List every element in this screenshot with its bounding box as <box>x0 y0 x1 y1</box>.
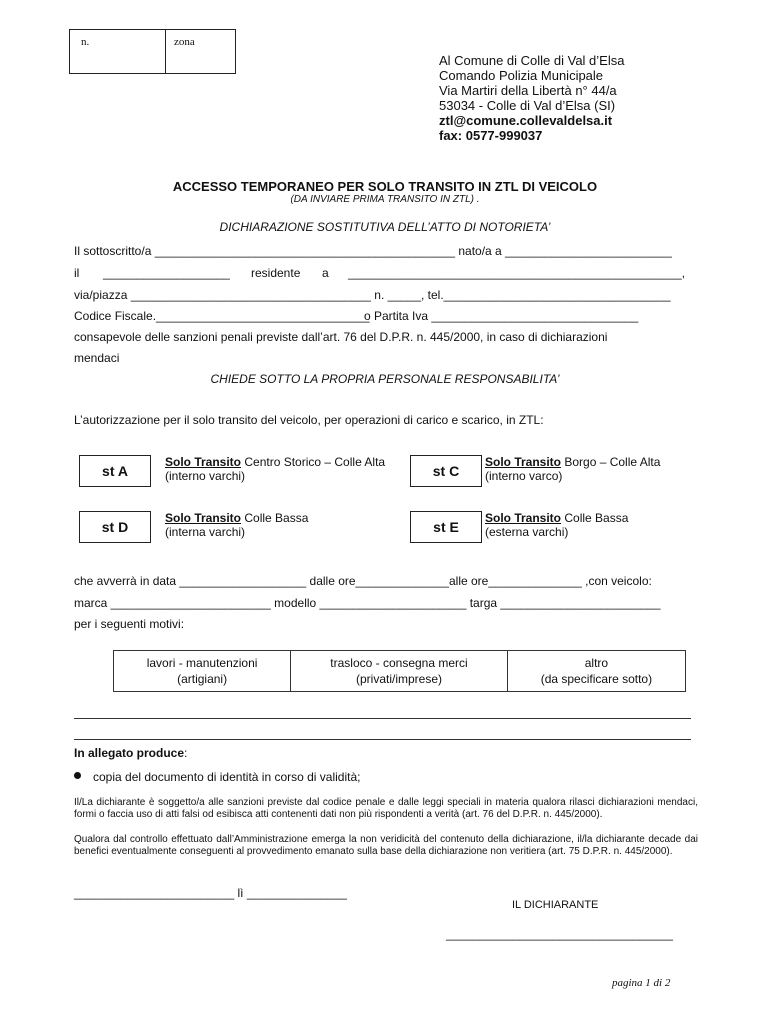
option-st-d-title: Solo Transito <box>165 511 242 525</box>
option-st-a-note: (interno varchi) <box>165 469 246 483</box>
option-st-d-checkbox[interactable]: st D <box>79 511 151 543</box>
form-line-address[interactable]: via/piazza ____________________________________ n. _____, tel.__________________________________ <box>74 288 671 302</box>
option-st-e-description <box>485 511 628 539</box>
reason-works-label: lavori - manutenzioni <box>146 656 258 670</box>
option-st-e-note: (esterna varchi) <box>485 525 569 539</box>
zona-label: zona <box>174 36 195 48</box>
legal-text-sanctions: Il/La dichiarante è soggetto/a alle sanzioni previste dal codice penale e dalle leggi speciali in materia qualora rilasci dichiarazioni mendaci, formi o faccia uso di atti falsi od esibisca atti contenenti dati non più rispondenti a verità (art. 76 del D.P.R. n. 445/2000). <box>74 797 698 820</box>
reason-other-label: altro <box>584 656 609 670</box>
attachment-item-text: copia del documento di identità in corso di validità; <box>93 770 361 784</box>
address-email: ztl@comune.collevaldelsa.it <box>439 113 613 128</box>
residence-label: residente <box>251 266 301 280</box>
date-time-line[interactable]: che avverrà in data ___________________ dalle ore______________alle ore______________ ,con veicolo: <box>74 574 652 588</box>
address-line-4: 53034 - Colle di Val d’Elsa (SI) <box>439 98 616 113</box>
birth-date-field[interactable]: ___________________ <box>103 266 230 280</box>
option-st-d-note: (interna varchi) <box>165 525 246 539</box>
reason-other-sub: (da specificare sotto) <box>540 672 653 686</box>
vehicle-line[interactable]: marca ________________________ modello ______________________ targa ________________________ <box>74 596 661 610</box>
address-fax: fax: 0577-999037 <box>439 128 543 143</box>
option-st-a-checkbox[interactable]: st A <box>79 455 151 487</box>
option-st-e-checkbox[interactable]: st E <box>410 511 482 543</box>
reasons-label: per i seguenti motivi: <box>74 617 185 631</box>
birth-date-label: il <box>74 266 80 280</box>
vat-field[interactable]: o Partita Iva _______________________________ <box>364 309 639 323</box>
authorization-text: L’autorizzazione per il solo transito del veicolo, per operazioni di carico e scarico, in ZTL: <box>74 413 544 427</box>
recipient-address <box>439 53 624 143</box>
attachment-heading <box>74 746 187 760</box>
request-heading: CHIEDE SOTTO LA PROPRIA PERSONALE RESPONSABILITA’ <box>210 372 560 386</box>
declaration-heading: DICHIARAZIONE SOSTITUTIVA DELL’ATTO DI NOTORIETA’ <box>219 220 551 234</box>
residence-field[interactable]: __________________________________________________, <box>348 266 686 280</box>
option-st-c-checkbox[interactable]: st C <box>410 455 482 487</box>
attachment-heading-colon: : <box>184 746 188 760</box>
option-st-c-note: (interno varco) <box>485 469 563 483</box>
reason-cell-moving[interactable] <box>291 651 508 692</box>
page-subtitle: (DA INVIARE PRIMA TRANSITO IN ZTL) . <box>290 194 480 205</box>
attachment-item <box>74 770 361 784</box>
option-st-a-title: Solo Transito <box>165 455 242 469</box>
option-st-d-description <box>165 511 308 539</box>
page-title: ACCESSO TEMPORANEO PER SOLO TRANSITO IN ZTL DI VEICOLO <box>172 179 598 194</box>
page-number: pagina 1 di 2 <box>612 977 671 989</box>
attachment-heading-text: In allegato produce <box>74 746 185 760</box>
option-st-c-place: Borgo – Colle Alta <box>561 455 661 469</box>
option-st-c-description <box>485 455 660 483</box>
reason-moving-sub: (privati/imprese) <box>355 672 442 686</box>
option-st-c-title: Solo Transito <box>485 455 562 469</box>
tax-code-field[interactable]: Codice Fiscale.________________________________ <box>74 309 370 323</box>
form-line-name[interactable]: Il sottoscritto/a _____________________________________________ nato/a a _________________________ <box>74 244 672 258</box>
residence-a-label: a <box>322 266 329 280</box>
awareness-text-end: mendaci <box>74 351 120 365</box>
option-st-e-place: Colle Bassa <box>561 511 629 525</box>
address-line-2: Comando Polizia Municipale <box>439 68 604 83</box>
specify-line-2[interactable] <box>74 739 691 740</box>
option-st-a-place: Centro Storico – Colle Alta <box>241 455 386 469</box>
option-st-a-description <box>165 455 385 483</box>
signer-label: IL DICHIARANTE <box>512 899 599 911</box>
reasons-table <box>113 650 686 692</box>
reason-moving-label: trasloco - consegna merci <box>330 656 468 670</box>
reason-cell-works[interactable] <box>114 651 291 692</box>
n-label: n. <box>81 36 90 48</box>
option-st-d-place: Colle Bassa <box>241 511 309 525</box>
option-st-e-title: Solo Transito <box>485 511 562 525</box>
bullet-icon <box>74 772 81 779</box>
place-date-line[interactable]: ________________________ lì _______________ <box>74 886 347 900</box>
reason-cell-other[interactable] <box>507 651 685 692</box>
address-line-3: Via Martiri della Libertà n° 44/a <box>439 83 617 98</box>
awareness-text: consapevole delle sanzioni penali previste dall’art. 76 del D.P.R. n. 445/2000, in caso di dichiarazioni <box>74 330 608 344</box>
specify-line-1[interactable] <box>74 718 691 719</box>
signature-line[interactable]: __________________________________ <box>446 927 673 941</box>
protocol-box-divider <box>165 30 166 73</box>
protocol-box <box>69 29 236 74</box>
legal-text-verification: Qualora dal controllo effettuato dall’Amministrazione emerga la non veridicità del contenuto della dichiarazione, il/la dichiarante decade dai benefici eventualmente conseguenti al provvedimento emanato sulla base della dichiarazione non veritiera (art. 75 D.P.R. n. 445/2000). <box>74 834 698 857</box>
reason-works-sub: (artigiani) <box>177 672 228 686</box>
address-line-1: Al Comune di Colle di Val d’Elsa <box>439 53 625 68</box>
